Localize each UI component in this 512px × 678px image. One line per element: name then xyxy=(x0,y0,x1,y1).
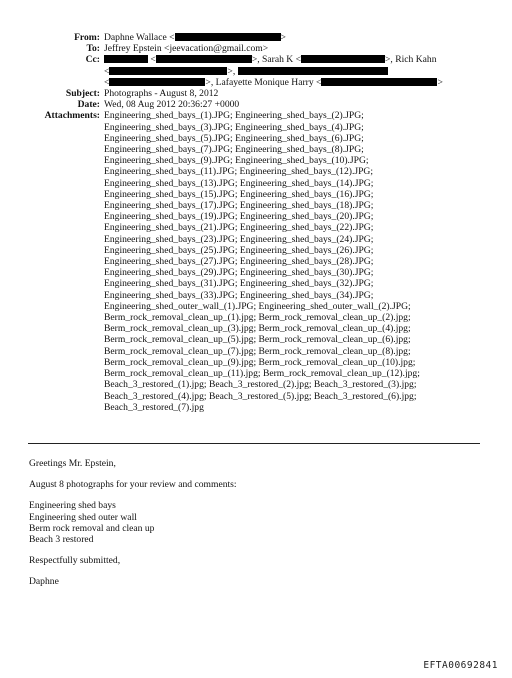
attachment-line: Berm_rock_removal_clean_up_(9).jpg; Berm_rock_removal_clean_up_(10).jpg; xyxy=(104,356,416,368)
to-row xyxy=(0,43,512,54)
attachment-line: Beach_3_restored_(4).jpg; Beach_3_restored_(5).jpg; Beach_3_restored_(6).jpg; xyxy=(104,390,417,402)
from-close: > xyxy=(280,32,286,43)
email-header xyxy=(0,32,512,413)
list-item: Berm rock removal and clean up xyxy=(29,522,155,534)
subject-value: Photographs - August 8, 2012 xyxy=(104,88,219,100)
attachment-line: Engineering_shed_outer_wall_(1).JPG; Engineering_shed_outer_wall_(2).JPG; xyxy=(104,300,411,312)
bates-number: EFTA00692841 xyxy=(423,660,498,671)
attachment-line: Engineering_shed_bays_(1).JPG; Engineering_shed_bays_(2).JPG; xyxy=(104,110,364,122)
attachment-line: Engineering_shed_bays_(31).JPG; Engineering_shed_bays_(32).JPG; xyxy=(104,278,374,290)
cc-text: < xyxy=(150,54,156,66)
email-body xyxy=(29,458,489,598)
redaction-block xyxy=(104,55,148,63)
cc-text: >, Lafayette Monique Harry < xyxy=(205,76,322,88)
cc-text: < xyxy=(104,65,110,77)
to-label: To: xyxy=(86,43,100,55)
redaction-block xyxy=(301,55,385,63)
from-label: From: xyxy=(74,32,100,43)
intro-line: August 8 photographs for your review and comments: xyxy=(29,479,237,491)
attachment-line: Berm_rock_removal_clean_up_(5).jpg; Berm_rock_removal_clean_up_(6).jpg; xyxy=(104,334,411,346)
list-item: Beach 3 restored xyxy=(29,534,94,546)
attachment-line: Engineering_shed_bays_(25).JPG; Engineering_shed_bays_(26).JPG; xyxy=(104,244,374,256)
attachment-line: Engineering_shed_bays_(3).JPG; Engineering_shed_bays_(4).JPG; xyxy=(104,121,364,133)
subject-label: Subject: xyxy=(65,88,100,100)
attachment-line: Engineering_shed_bays_(7).JPG; Engineering_shed_bays_(8).JPG; xyxy=(104,144,364,156)
attachment-line: Beach_3_restored_(1).jpg; Beach_3_restored_(2).jpg; Beach_3_restored_(3).jpg; xyxy=(104,379,417,391)
cc-text: >, Sarah K < xyxy=(251,54,302,66)
attachment-line: Engineering_shed_bays_(19).JPG; Engineering_shed_bays_(20).JPG; xyxy=(104,211,374,223)
list-item: Engineering shed bays xyxy=(29,500,116,512)
cc-text: >, Rich Kahn xyxy=(385,54,437,66)
attachment-line: Berm_rock_removal_clean_up_(1).jpg; Berm_rock_removal_clean_up_(2).jpg; xyxy=(104,312,411,324)
cc-value xyxy=(104,54,504,65)
header-divider xyxy=(28,443,480,444)
attachments-label: Attachments: xyxy=(44,110,100,122)
from-name: Daphne Wallace < xyxy=(104,32,175,43)
closing: Respectfully submitted, xyxy=(29,555,121,567)
cc-label: Cc: xyxy=(85,54,100,66)
attachment-line: Engineering_shed_bays_(27).JPG; Engineering_shed_bays_(28).JPG; xyxy=(104,256,374,268)
photo-topics-list xyxy=(29,500,489,545)
greeting: Greetings Mr. Epstein, xyxy=(29,458,116,469)
subject-row xyxy=(0,88,512,99)
cc-text: >, xyxy=(227,65,236,77)
to-value: Jeffrey Epstein <jeevacation@gmail.com> xyxy=(104,43,269,55)
redaction-block xyxy=(156,55,252,63)
date-label: Date: xyxy=(77,99,100,111)
attachment-line: Engineering_shed_bays_(9).JPG; Engineering_shed_bays_(10).JPG; xyxy=(104,155,369,167)
cc-text: > xyxy=(437,76,443,88)
attachment-line: Engineering_shed_bays_(13).JPG; Engineering_shed_bays_(14).JPG; xyxy=(104,177,374,189)
redaction-block xyxy=(109,78,205,86)
cc-row-3 xyxy=(0,77,512,88)
attachments-list xyxy=(104,110,504,412)
attachment-line: Engineering_shed_bays_(11).JPG; Engineering_shed_bays_(12).JPG; xyxy=(104,166,374,178)
attachment-line: Berm_rock_removal_clean_up_(7).jpg; Berm_rock_removal_clean_up_(8).jpg; xyxy=(104,345,411,357)
redaction-block xyxy=(109,67,227,75)
attachment-line: Beach_3_restored_(7).jpg xyxy=(104,401,204,413)
attachment-line: Engineering_shed_bays_(23).JPG; Engineering_shed_bays_(24).JPG; xyxy=(104,233,374,245)
redaction-block xyxy=(321,78,437,86)
redaction-block xyxy=(175,33,281,41)
attachment-line: Engineering_shed_bays_(5).JPG; Engineering_shed_bays_(6).JPG; xyxy=(104,132,364,144)
attachment-line: Engineering_shed_bays_(21).JPG; Engineering_shed_bays_(22).JPG; xyxy=(104,222,374,234)
attachment-line: Berm_rock_removal_clean_up_(3).jpg; Berm_rock_removal_clean_up_(4).jpg; xyxy=(104,323,411,335)
attachment-line: Engineering_shed_bays_(15).JPG; Engineering_shed_bays_(16).JPG; xyxy=(104,188,374,200)
attachments-row xyxy=(0,110,512,412)
attachment-line: Engineering_shed_bays_(29).JPG; Engineering_shed_bays_(30).JPG; xyxy=(104,267,374,279)
date-row xyxy=(0,99,512,110)
signature: Daphne xyxy=(29,576,59,588)
redaction-block xyxy=(238,67,388,75)
attachment-line: Engineering_shed_bays_(33).JPG; Engineering_shed_bays_(34).JPG; xyxy=(104,289,374,301)
attachment-line: Engineering_shed_bays_(17).JPG; Engineering_shed_bays_(18).JPG; xyxy=(104,200,374,212)
cc-row xyxy=(0,54,512,65)
from-row xyxy=(0,32,512,43)
from-value xyxy=(104,32,504,43)
cc-row-2 xyxy=(0,66,512,77)
attachment-line: Berm_rock_removal_clean_up_(11).jpg; Berm_rock_removal_clean_up_(12).jpg; xyxy=(104,368,420,380)
list-item: Engineering shed outer wall xyxy=(29,511,137,523)
cc-text: < xyxy=(104,76,110,88)
date-value: Wed, 08 Aug 2012 20:36:27 +0000 xyxy=(104,99,240,111)
